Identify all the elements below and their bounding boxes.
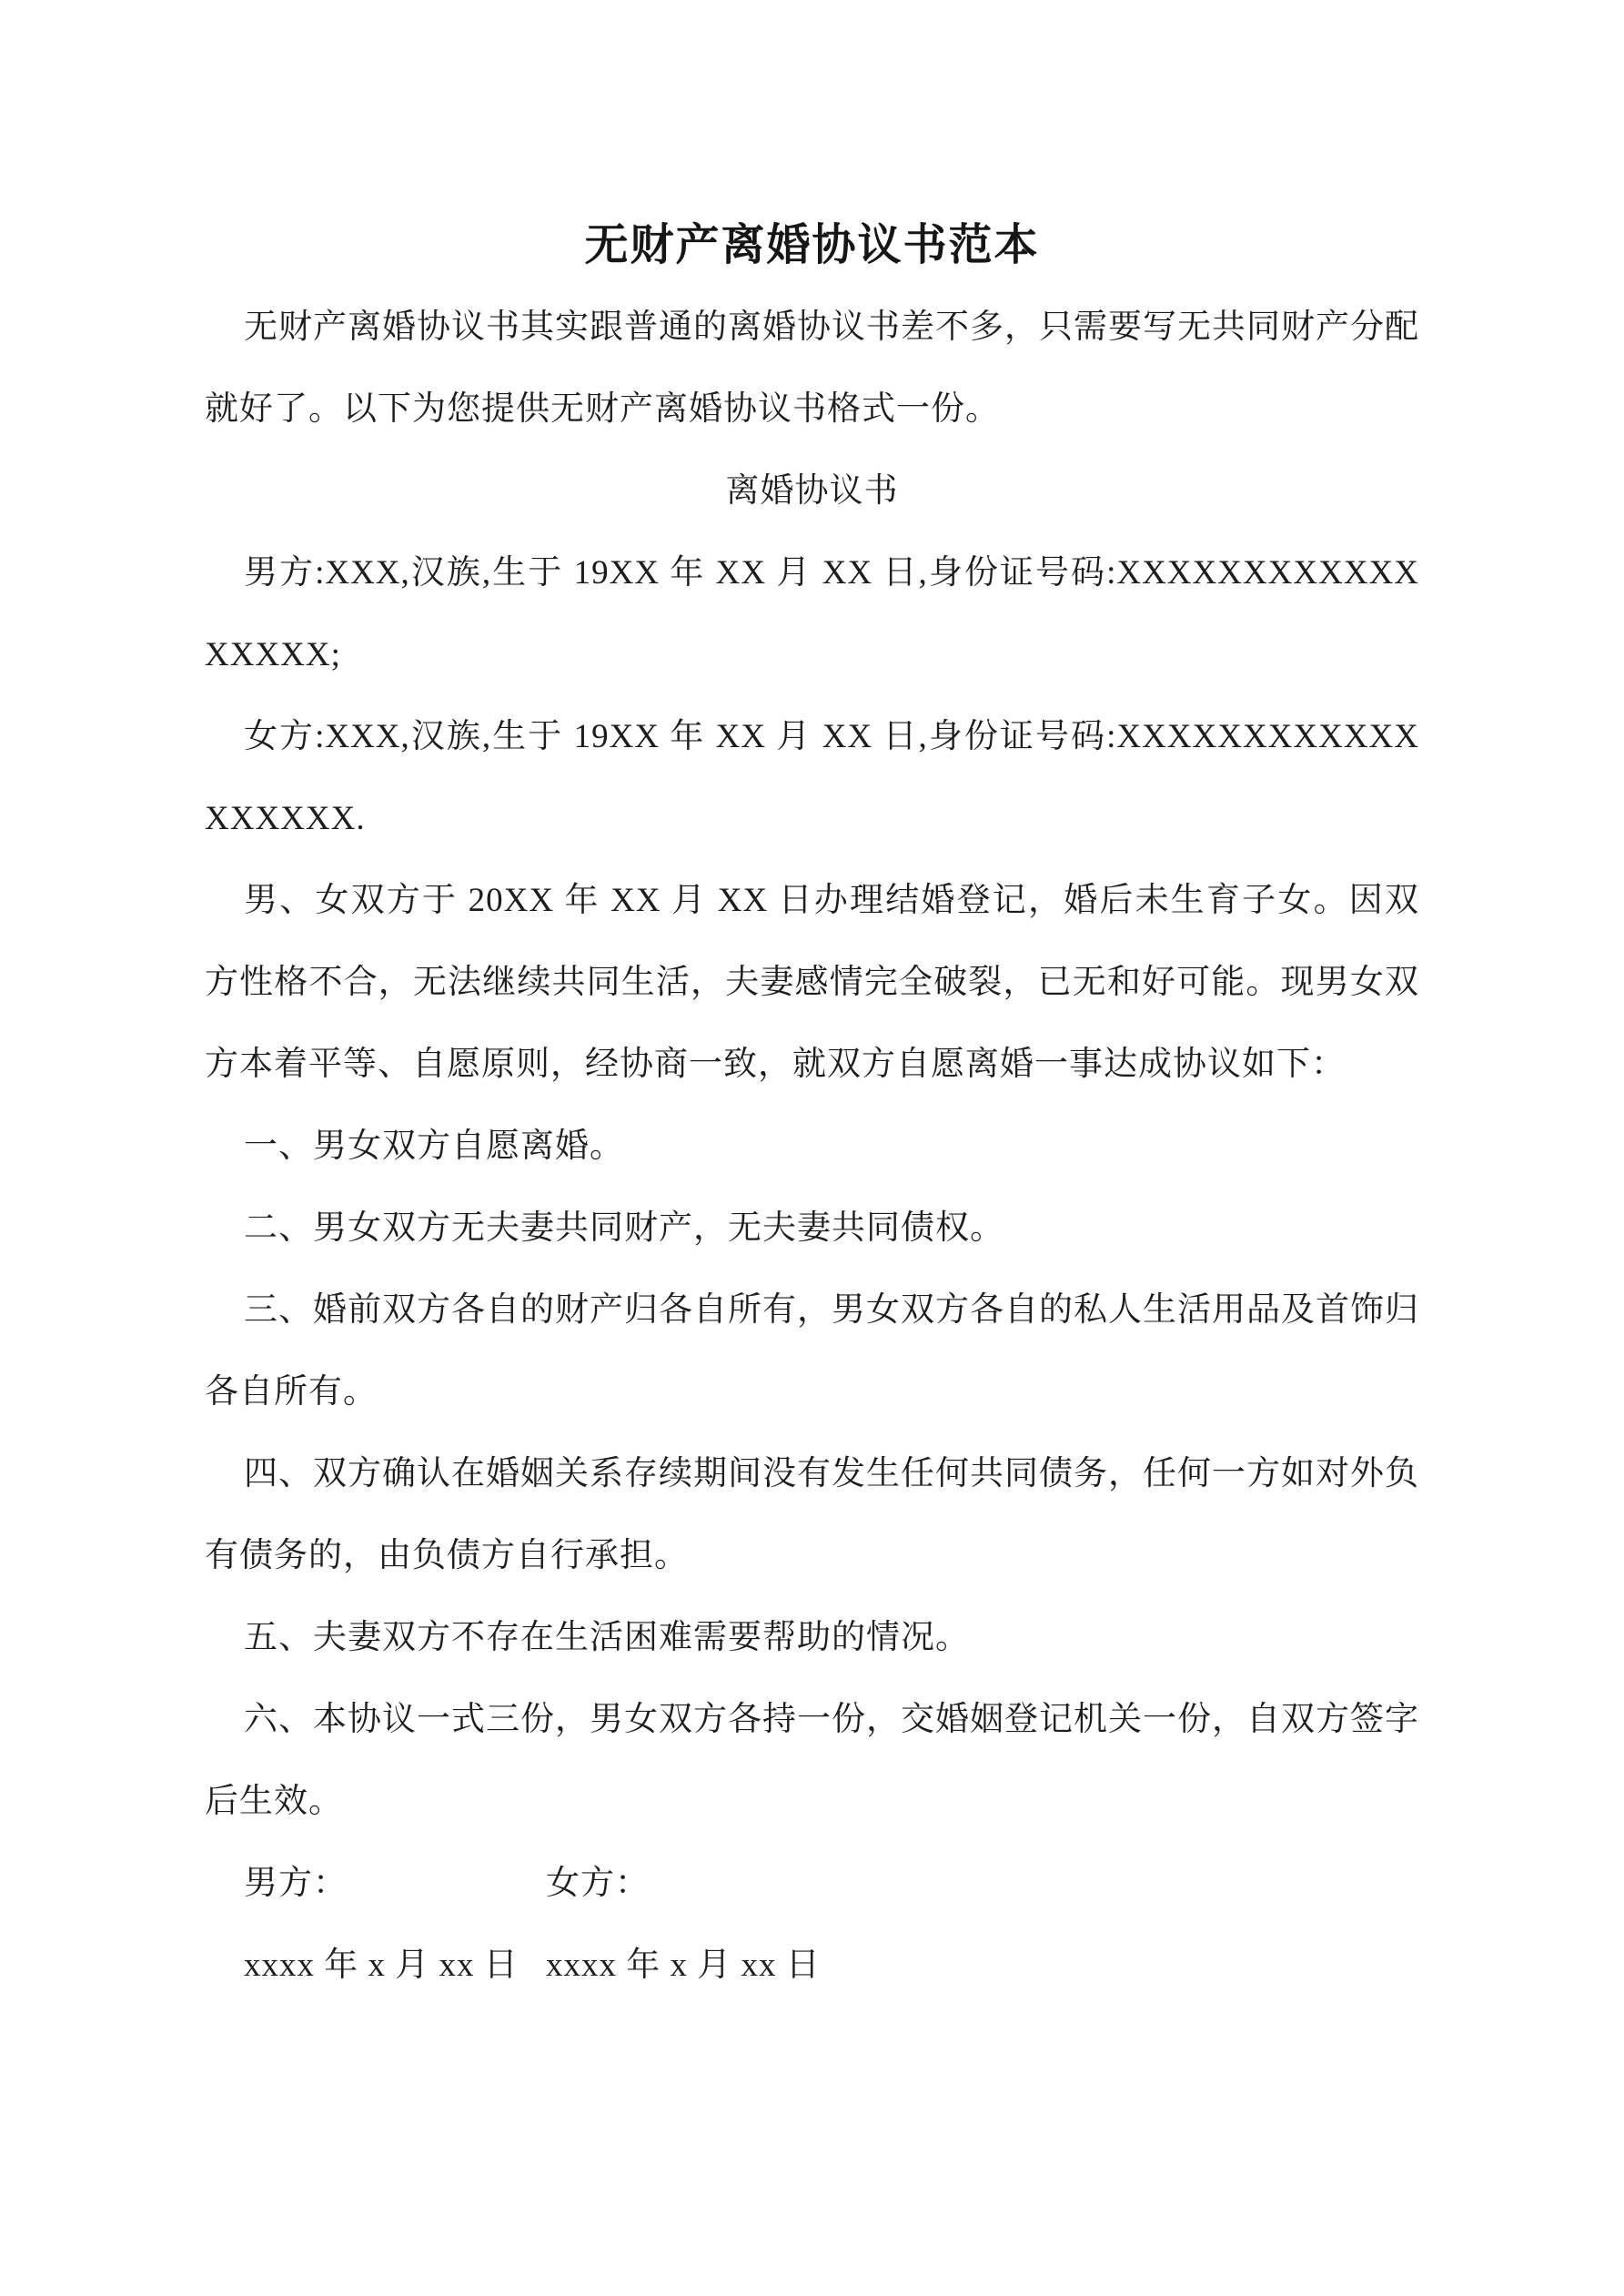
preamble-paragraph: 男、女双方于 20XX 年 XX 月 XX 日办理结婚登记，婚后未生育子女。因双方性格不合，无法继续共同生活，夫妻感情完全破裂，已无和好可能。现男女双方本着平等、自愿原则，经协商一致，就双方自愿离婚一事达成协议如下： [205, 882, 1419, 1083]
clause-5: 五、夫妻双方不存在生活困难需要帮助的情况。 [244, 1619, 970, 1656]
agreement-subtitle: 离婚协议书 [725, 472, 899, 510]
signature-male-label: 男方： [244, 1865, 348, 1902]
party-female-line: 女方:XXX,汉族,生于 19XX 年 XX 月 XX 日,身份证号码:XXXXXXXXXXXXXXXXXX. [205, 718, 1419, 837]
clause-2: 二、男女双方无夫妻共同财产，无夫妻共同债权。 [244, 1209, 1004, 1247]
clause-3: 三、婚前双方各自的财产归各自所有，男女双方各自的私人生活用品及首饰归各自所有。 [205, 1291, 1419, 1411]
signature-labels-row [205, 1843, 1419, 1925]
document-title: 无财产离婚协议书范本 [584, 221, 1040, 269]
clause-1: 一、男女双方自愿离婚。 [244, 1128, 624, 1165]
party-male-line: 男方:XXX,汉族,生于 19XX 年 XX 月 XX 日,身份证号码:XXXXXXXXXXXXXXXXX; [205, 554, 1419, 673]
signature-female-date: xxxx 年 x 月 xx 日 [546, 1947, 821, 1984]
signature-dates-row [205, 1925, 1419, 2007]
signature-female-label: 女方： [546, 1865, 650, 1902]
intro-paragraph: 无财产离婚协议书其实跟普通的离婚协议书差不多，只需要写无共同财产分配就好了。以下为您提供无财产离婚协议书格式一份。 [205, 308, 1419, 428]
clause-6: 六、本协议一式三份，男女双方各持一份，交婚姻登记机关一份，自双方签字后生效。 [205, 1701, 1419, 1820]
signature-male-date: xxxx 年 x 月 xx 日 [244, 1947, 519, 1984]
clause-4: 四、双方确认在婚姻关系存续期间没有发生任何共同债务，任何一方如对外负有债务的，由负债方自行承担。 [205, 1455, 1419, 1574]
